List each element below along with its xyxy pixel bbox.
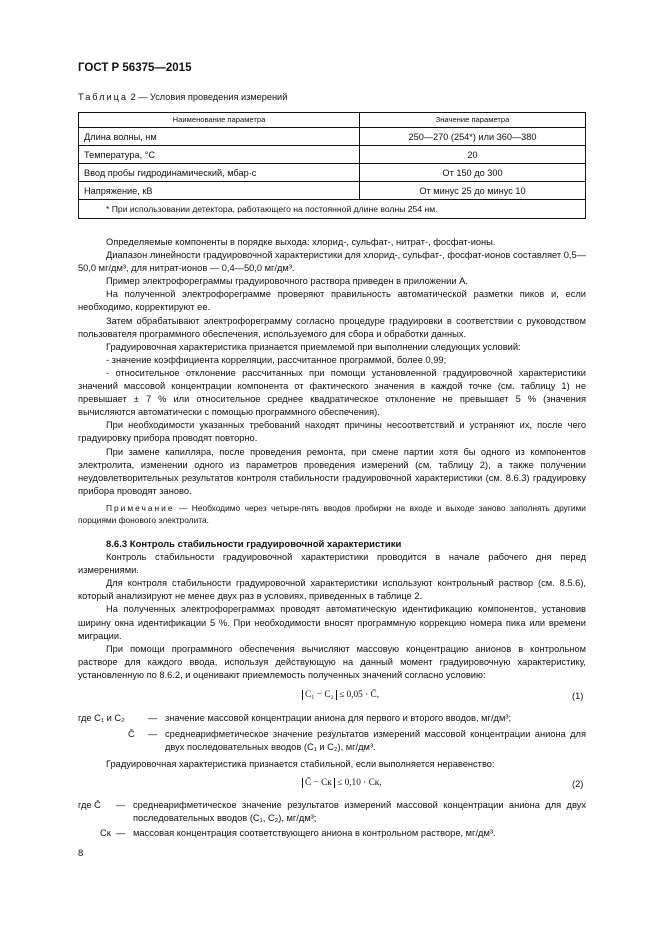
where-dash: — (116, 800, 126, 810)
table-cell-param: Ввод пробы гидродинамический, мбар·с (79, 164, 360, 182)
where-definition: среднеарифметическое значение результатов измерений массовой концентрации аниона для двух последовательных вводов (C₁, C₂), мг/дм³; (133, 800, 586, 823)
paragraph: При замене капилляра, после проведения ремонта, при смене партии хотя бы одного из компонентов электролита, изменении одного из параметров проведения измерений (см. таблицу 2), а также получении неудовлетворительных результатов контроля стабильности градуировочной характеристики (см. 8.6.3) градуировку прибора проводят заново. (78, 446, 586, 496)
where-definition: значение массовой концентрации аниона для первого и второго вводов, мг/дм³; (165, 713, 512, 723)
where-definition: среднеарифметическое значение результатов измерений массовой концентрации аниона для двух последовательных вводов (C₁ и C₂), мг/дм³. (165, 729, 586, 752)
conditions-table (78, 112, 586, 219)
where-term: C̄ (128, 729, 135, 739)
paragraph: На полученных электрофореграммах проводят автоматическую идентификацию компонентов, установив ширину окна идентификации 5 %. При необходимости вносят программную коррекцию номера пика или времени миграции. (78, 604, 586, 641)
paragraph: Градуировочная характеристика признается стабильной, если выполняется неравенство: (106, 759, 495, 769)
formula-2 (302, 778, 382, 788)
page-number: 8 (78, 848, 84, 859)
table-cell-value: 250—270 (254*) или 360—380 (360, 128, 586, 146)
formula-1-lhs: C₁ − C₂ (302, 690, 337, 700)
table-cell-param: Длина волны, нм (79, 128, 360, 146)
paragraph: Пример электрофореграммы градуировочного раствора приведен в приложении А. (106, 276, 468, 287)
formula-1-number: (1) (572, 691, 584, 701)
table-row (79, 146, 586, 164)
table-caption (78, 92, 287, 102)
table-cell-value: 20 (360, 146, 586, 164)
where-definition: массовая концентрация соответствующего аниона в контрольном растворе, мг/дм³. (133, 828, 496, 838)
table-header-param: Наименование параметра (79, 113, 360, 128)
document-header: ГОСТ Р 56375—2015 (78, 62, 192, 74)
table-cell-param: Напряжение, кВ (79, 182, 360, 200)
table-row (79, 164, 586, 182)
table-cell-value: От минус 25 до минус 10 (360, 182, 586, 200)
paragraph: Диапазон линейности градуировочной характеристики для хлорид-, сульфат-, фосфат-ионов составляет 0,5—50,0 мг/дм³, для нитрат-ионов — 0,4—50,0 мг/дм³. (78, 250, 586, 274)
table-cell-value: От 150 до 300 (360, 164, 586, 182)
note-text: — Необходимо через четыре-пять вводов пробирки на входе и выходе заново заполнять другими порциями фонового электролита. (78, 503, 586, 526)
body-text-block-1 (78, 236, 586, 498)
formula-2-rhs: ≤ 0,10 · Cк, (337, 778, 382, 788)
paragraph: При помощи программного обеспечения вычисляют массовую концентрацию анионов в контрольном растворе для каждого ввода, используя действующую на данный момент градуировочную характеристику, установленную по 8.6.2, и оценивают приемлемость полученных значений согласно условию: (78, 643, 586, 680)
where-dash: — (148, 729, 158, 739)
where-dash: — (148, 713, 158, 723)
table-footnote: * При использовании детектора, работающего на постоянной длине волны 254 нм. (79, 200, 586, 219)
table-row (79, 128, 586, 146)
paragraph: Градуировочная характеристика признается приемлемой при выполнении следующих условий: (106, 341, 521, 352)
table-row (79, 182, 586, 200)
where-term: где C₁ и C₂ (78, 713, 125, 723)
table-cell-param: Температура, °С (79, 146, 360, 164)
table-header-value: Значение параметра (360, 113, 586, 128)
paragraph: При необходимости указанных требований находят причины несоответствий и устраняют их, после чего градуировку прибора проводят повторно. (78, 420, 586, 444)
paragraph: Затем обрабатывают электрофореграмму согласно процедуре градуировки в соответствии с руководством пользователя программного обеспечения, используемого для сбора и обработки данных. (78, 315, 586, 339)
note-label: Примечание (106, 503, 175, 513)
note-block (78, 502, 586, 526)
where-term: где C̄ (78, 800, 101, 810)
list-item: - относительное отклонение рассчитанных при помощи установленной градуировочной характеристики значений массовой концентрации компонента от фактического значения в каждой точке (см. таблицу 1) не превышает ± 7 % или относительное среднее квадратическое отклонение не превышает 5 % (значения вычисляются автоматически с помощью программного обеспечения). (78, 367, 586, 418)
list-item: - значение коэффициента корреляции, рассчитанное программой, более 0,99; (106, 354, 447, 365)
paragraph: Для контроля стабильности градуировочной характеристики используют контрольный раствор (см. 8.5.6), который анализируют не менее двух раз в условиях, приведенных в таблице 2. (78, 578, 586, 602)
formula-2-lhs: C̄ − Cк (302, 778, 335, 788)
paragraph: На полученной электрофореграмме проверяют правильность автоматической разметки пиков и, если необходимо, корректируют ее. (78, 289, 586, 313)
where-term: Cк (100, 828, 111, 838)
table-footnote-row (79, 200, 586, 219)
where-dash: — (116, 828, 126, 838)
paragraph: Определяемые компоненты в порядке выхода: хлорид-, сульфат-, нитрат-, фосфат-ионы. (106, 237, 496, 247)
formula-1 (302, 690, 379, 700)
table-header-row (79, 113, 586, 128)
section-title: 8.6.3 Контроль стабильности градуировочной характеристики (106, 539, 402, 550)
paragraph: Контроль стабильности градуировочной характеристики проводится в начале рабочего дня перед измерениями. (78, 552, 586, 576)
formula-2-number: (2) (572, 779, 584, 789)
table-caption-title: 2 — Условия проведения измерений (128, 92, 288, 102)
formula-1-rhs: ≤ 0,05 · C̄, (339, 690, 380, 700)
body-text-block-2 (78, 538, 586, 682)
table-caption-label: Таблица (78, 92, 129, 102)
